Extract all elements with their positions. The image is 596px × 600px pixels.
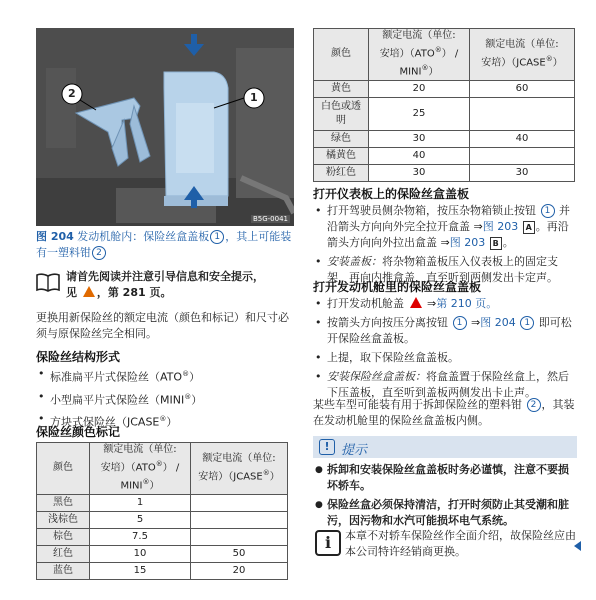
types-heading: 保险丝结构形式 <box>36 350 121 364</box>
warning-triangle-icon <box>410 297 422 308</box>
table-row: 棕色 7.5 <box>37 528 288 545</box>
col-header-ato: 额定电流（单位: 安培）（ATO®） / MINI®） <box>369 29 470 81</box>
engine-fuse-box-figure <box>36 28 294 226</box>
fuse-color-table-left <box>36 442 288 580</box>
table-header-row <box>314 29 575 81</box>
table-row: 绿色 30 40 <box>314 130 575 147</box>
table-row: 黑色 1 <box>37 494 288 511</box>
col-header-color: 颜色 <box>314 29 369 81</box>
fuse-types-list <box>36 366 292 431</box>
pliers-paragraph: 某些车型可能装有用于拆卸保险丝的塑料钳 2 ，其装在发动机舱里的保险丝盒盖板内侧。 <box>313 398 575 427</box>
figure-code: B5G-0041 <box>252 215 288 223</box>
table-row: 红色 10 50 <box>37 545 288 562</box>
callout-1-label: 1 <box>250 91 258 104</box>
list-item: ● 保险丝盒必须保持清洁，打开时须防止其受潮和脏污，因污物和水汽可能损坏电气系统。 <box>313 497 577 529</box>
exclamation-icon: ! <box>319 439 335 455</box>
caption-callout-1: 1 <box>210 230 224 244</box>
col-header-color: 颜色 <box>37 443 90 495</box>
info-text: 本章不对轿车保险丝作全面介绍，故保险丝应由本公司特许经销商更换。 <box>345 529 576 558</box>
tip-header <box>313 436 577 458</box>
table-row: 蓝色 15 20 <box>37 562 288 579</box>
dash-steps <box>313 203 577 286</box>
caption-tail: ，其上可能装有一塑料钳 <box>36 230 292 259</box>
page-210-link[interactable]: 第 210 页。 <box>436 297 498 310</box>
notice-line1: 请首先阅读并注意引导信息和安全提示， <box>66 270 264 283</box>
engine-heading: 打开发动机舱里的保险丝盒盖板 <box>313 280 482 294</box>
figure-204-link[interactable]: 图 204 <box>480 316 516 329</box>
list-item: • 上提，取下保险丝盒盖板。 <box>313 350 577 366</box>
table-header-row <box>37 443 288 495</box>
caption-number: 图 204 <box>36 230 74 243</box>
color-heading: 保险丝颜色标记 <box>36 425 121 439</box>
caption-text: 发动机舱内：保险丝盒盖板 <box>77 230 210 243</box>
table-row: 黄色 20 60 <box>314 80 575 97</box>
table-row: 白色或透明 25 <box>314 97 575 130</box>
list-item: ● 拆卸和安装保险丝盒盖板时务必谨慎，注意不要损坏轿车。 <box>313 462 577 494</box>
list-item: • 小型扁平片式保险丝（MINI®） <box>36 389 292 409</box>
section-end-arrow-icon <box>574 541 581 551</box>
notice-page-ref[interactable]: ，第 281 页。 <box>96 286 172 299</box>
caption-callout-2: 2 <box>92 246 106 260</box>
dash-heading: 打开仪表板上的保险丝盒盖板 <box>313 187 470 201</box>
list-item: • 打开发动机舱盖 ⇒第 210 页。 <box>313 296 577 312</box>
open-book-icon <box>36 272 60 292</box>
warning-triangle-icon <box>83 286 95 297</box>
table-row: 粉红色 30 30 <box>314 164 575 181</box>
info-note <box>313 528 577 560</box>
table-row: 浅棕色 5 <box>37 511 288 528</box>
engine-steps <box>313 296 577 401</box>
tip-label: 提示 <box>341 443 368 458</box>
table-row: 橘黄色 40 <box>314 147 575 164</box>
figure-203-link[interactable]: 图 203 <box>449 236 486 249</box>
figure-caption <box>36 229 292 261</box>
notice-see: 见 <box>66 286 77 299</box>
tip-list <box>313 462 577 529</box>
info-icon: i <box>315 530 341 556</box>
list-item: • 方块式保险丝（JCASE®） <box>36 411 292 431</box>
fuse-color-table-right <box>313 28 575 182</box>
list-item: • 打开驾驶员侧杂物箱，按压杂物箱锁止按钮 1 并沿箭头方向向外完全拉开盒盖 ⇒图 203 A 。再沿箭头方向向外拉出盒盖 ⇒图 203 B 。 <box>313 203 577 251</box>
intro-paragraph: 更换用新保险丝的额定电流（颜色和标记）和尺寸必须与原保险丝完全相同。 <box>36 311 289 340</box>
callout-1-ref: 1 <box>541 204 555 218</box>
col-header-jcase: 额定电流（单位: 安培）（JCASE®） <box>470 29 575 81</box>
safety-notice <box>36 269 292 301</box>
col-header-jcase: 额定电流（单位: 安培）（JCASE®） <box>191 443 288 495</box>
list-item: • 安装盖板：将杂物箱盖板压入仪表板上的固定支架，再向内推盒盖，直至听到两侧发出卡定声。 <box>313 254 577 286</box>
figure-203-link[interactable]: 图 203 <box>482 220 519 233</box>
col-header-ato: 额定电流（单位: 安培）（ATO®） / MINI®） <box>90 443 191 495</box>
callout-2-label: 2 <box>68 87 76 100</box>
list-item: • 标准扁平片式保险丝（ATO®） <box>36 366 292 386</box>
fuse-box-illustration <box>36 28 294 226</box>
list-item: • 安装保险丝盒盖板：将盒盖置于保险丝盒上，然后下压盖板，直至听到盖板两侧发出卡止声。 <box>313 369 577 401</box>
list-item: • 按箭头方向按压分离按钮 1 ⇒图 204 1 即可松开保险丝盒盖板。 <box>313 315 577 347</box>
